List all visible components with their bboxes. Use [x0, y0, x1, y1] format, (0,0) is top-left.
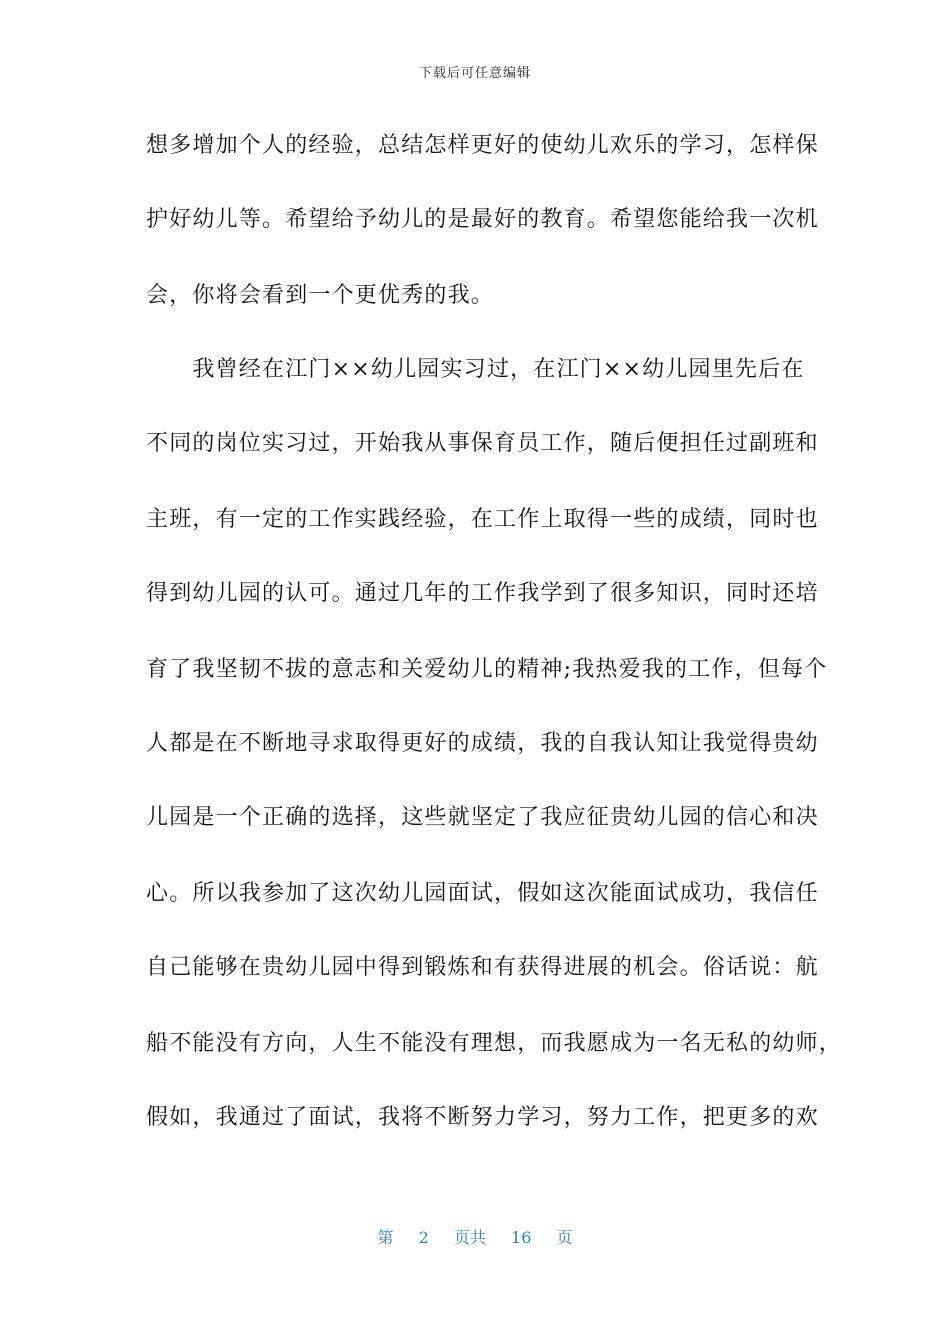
page-header: 下载后可任意编辑	[418, 66, 531, 81]
text-line: 人都是在不断地寻求取得更好的成绩，我的自我认知让我觉得贵幼	[146, 731, 819, 756]
text-line: 育了我坚韧不拔的意志和关爱幼儿的精神;我热爱我的工作，但每个	[146, 657, 828, 682]
text-line: 不同的岗位实习过，开始我从事保育员工作，随后便担任过副班和	[146, 431, 819, 456]
text-line: 假如，我通过了面试，我将不断努力学习，努力工作，把更多的欢	[146, 1105, 819, 1130]
text-line: 船不能没有方向，人生不能没有理想，而我愿成为一名无私的幼师，	[146, 1031, 843, 1056]
text-line: 会，你将会看到一个更优秀的我。	[146, 283, 495, 308]
text-line: 我曾经在江门××幼儿园实习过，在江门××幼儿园里先后在	[146, 357, 805, 382]
footer-middle: 页共	[453, 1228, 486, 1247]
text-line: 儿园是一个正确的选择，这些就坚定了我应征贵幼儿园的信心和决	[146, 805, 819, 830]
footer-suffix: 页	[556, 1228, 573, 1247]
text-line: 主班，有一定的工作实践经验，在工作上取得一些的成绩，同时也	[146, 507, 819, 532]
text-line: 心。所以我参加了这次幼儿园面试，假如这次能面试成功，我信任	[146, 881, 819, 906]
current-page-number: 2	[418, 1228, 429, 1247]
text-line: 自己能够在贵幼儿园中得到锻炼和有获得进展的机会。俗话说：航	[146, 955, 819, 980]
text-line: 得到幼儿园的认可。通过几年的工作我学到了很多知识，同时还培	[146, 581, 819, 606]
text-line: 护好幼儿等。希望给予幼儿的是最好的教育。希望您能给我一次机	[146, 207, 819, 232]
footer-prefix: 第	[377, 1228, 394, 1247]
page-footer	[0, 1228, 950, 1248]
total-page-count: 16	[511, 1228, 532, 1247]
text-line: 想多增加个人的经验，总结怎样更好的使幼儿欢乐的学习，怎样保	[146, 133, 819, 158]
